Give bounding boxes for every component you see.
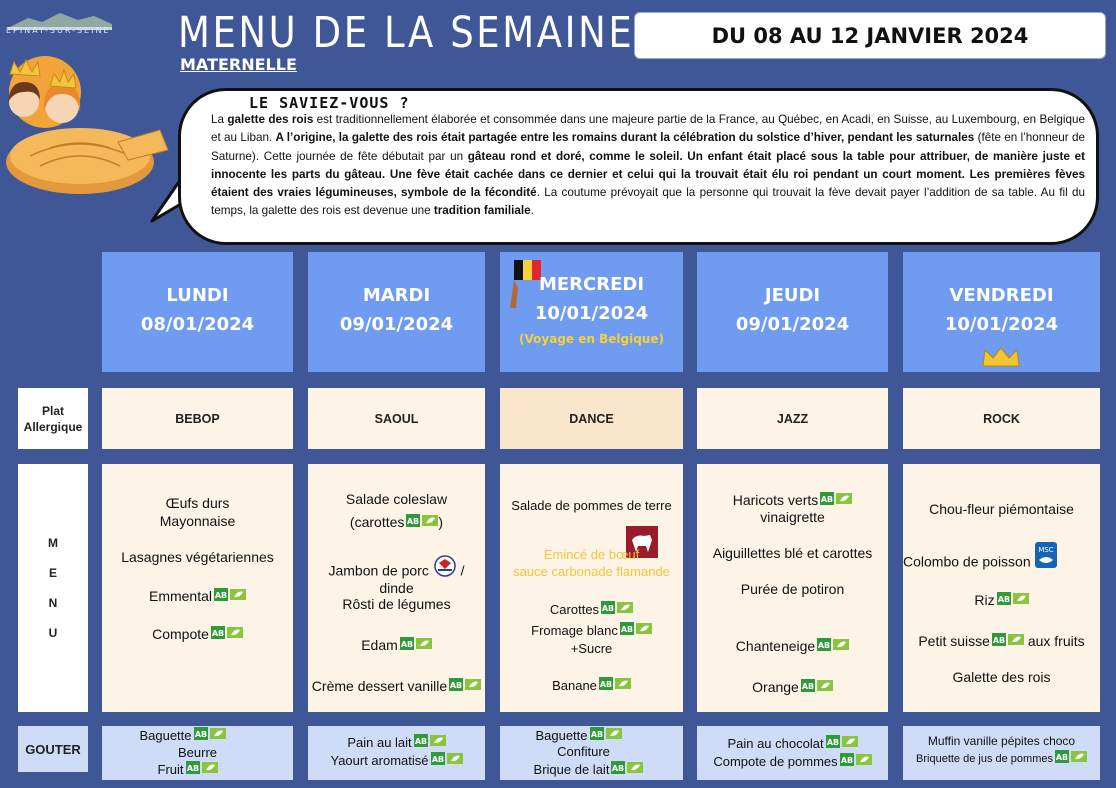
snack-item: Yaourt aromatisé AB	[308, 752, 485, 769]
menu-thursday	[697, 464, 888, 712]
snack-item: Briquette de jus de pommes AB	[903, 751, 1100, 768]
organic-label-icon	[1055, 750, 1087, 763]
menu-item: Salade coleslaw	[345, 491, 448, 507]
organic-label-icon	[599, 677, 631, 690]
menu-item: +Sucre	[570, 641, 613, 656]
menu-item: (carottes AB )	[349, 514, 444, 530]
kings-illustration	[0, 52, 175, 222]
plat-allergique-tuesday: SAOUL	[308, 388, 485, 449]
day-date: 08/01/2024	[140, 314, 255, 335]
menu-item: Œufs durs	[165, 495, 230, 511]
row-label-gouter: GOUTER	[18, 726, 88, 772]
menu-item: Fromage blanc AB	[500, 622, 683, 640]
organic-label-icon	[826, 735, 858, 748]
crown-icon	[981, 346, 1021, 368]
menu-wednesday	[500, 464, 683, 712]
info-bubble	[178, 88, 1099, 245]
logo-text: EPINAY-SUR-SEINE	[6, 26, 111, 35]
menu-monday	[102, 464, 293, 712]
menu-item: Rôsti de légumes	[342, 596, 451, 612]
day-name: LUNDI	[166, 285, 229, 306]
page-title: MENU DE LA SEMAINE	[178, 8, 635, 58]
svg-text:AB: AB	[821, 494, 834, 504]
menu-item: Lasagnes végétariennes	[121, 549, 274, 565]
svg-text:AB: AB	[1055, 752, 1069, 762]
menu-item: Chou-fleur piémontaise	[929, 501, 1074, 517]
organic-label-icon	[406, 514, 438, 527]
day-date: 09/01/2024	[339, 314, 454, 335]
svg-text:AB: AB	[992, 635, 1006, 645]
menu-letter: N	[48, 596, 58, 610]
snack-item: Beurre	[177, 745, 218, 760]
svg-text:AB: AB	[407, 516, 420, 526]
organic-label-icon	[620, 622, 652, 635]
organic-label-icon	[186, 761, 218, 774]
day-name: MARDI	[362, 285, 431, 306]
date-range: DU 08 AU 12 JANVIER 2024	[634, 12, 1106, 59]
organic-label-icon	[211, 626, 243, 639]
menu-item: Compote AB	[102, 625, 293, 643]
organic-label-icon	[590, 727, 622, 740]
snack-item: Pain au lait AB	[308, 734, 485, 751]
gouter-tuesday	[308, 726, 485, 780]
day-header-thursday	[697, 252, 888, 372]
day-date: 09/01/2024	[735, 314, 850, 335]
organic-label-icon	[194, 727, 226, 740]
snack-item: Brique de lait AB	[494, 761, 683, 778]
day-name: JEUDI	[764, 285, 821, 306]
menu-item: vinaigrette	[760, 509, 825, 525]
day-name: MERCREDI	[538, 274, 645, 295]
menu-letter: E	[48, 566, 57, 580]
msc-label-icon	[1035, 542, 1057, 568]
day-header-wednesday	[500, 252, 683, 372]
menu-item: Mayonnaise	[159, 513, 236, 529]
menu-letter: M	[48, 536, 58, 550]
page-subtitle: MATERNELLE	[180, 55, 297, 74]
plat-allergique-wednesday: DANCE	[500, 388, 683, 449]
organic-label-icon	[414, 734, 446, 747]
snack-item: Fruit AB	[82, 761, 293, 778]
svg-text:AB: AB	[801, 681, 814, 691]
organic-label-icon	[431, 752, 463, 765]
svg-text:AB: AB	[450, 680, 463, 690]
menu-item: Purée de potiron	[740, 581, 845, 597]
organic-label-icon	[840, 753, 872, 766]
svg-text:AB: AB	[431, 755, 444, 765]
svg-text:AB: AB	[194, 730, 207, 740]
svg-text:AB: AB	[818, 640, 831, 650]
day-note: (Voyage en Belgique)	[519, 332, 664, 346]
menu-item: Colombo de poisson MSC	[903, 550, 1100, 576]
plat-allergique-friday: ROCK	[903, 388, 1100, 449]
day-name: VENDREDI	[949, 285, 1054, 306]
gouter-friday	[903, 726, 1100, 780]
menu-item: Haricots verts AB	[697, 491, 888, 509]
menu-item: Aiguillettes blé et carottes	[712, 545, 873, 561]
menu-item: Galette des rois	[952, 669, 1051, 685]
menu-item: Banane AB	[500, 677, 683, 695]
snack-item: Pain au chocolat AB	[697, 735, 888, 752]
snack-item: Muffin vanille pépites choco	[927, 734, 1076, 748]
menu-item: Orange AB	[697, 678, 888, 696]
organic-label-icon	[214, 588, 246, 601]
organic-label-icon	[449, 678, 481, 691]
label-rouge-icon	[433, 555, 457, 577]
svg-text:AB: AB	[826, 738, 839, 748]
organic-label-icon	[801, 679, 833, 692]
svg-text:AB: AB	[590, 730, 603, 740]
organic-label-icon	[817, 638, 849, 651]
menu-letter: U	[48, 626, 58, 640]
svg-text:AB: AB	[211, 628, 225, 638]
menu-tuesday	[308, 464, 485, 712]
day-header-tuesday	[308, 252, 485, 372]
svg-text:AB: AB	[400, 639, 413, 649]
day-header-monday	[102, 252, 293, 372]
svg-text:AB: AB	[599, 680, 613, 690]
menu-friday	[903, 464, 1100, 712]
svg-text:AB: AB	[620, 625, 634, 635]
day-header-friday	[903, 252, 1100, 372]
menu-item: Salade de pommes de terre	[511, 498, 672, 513]
menu-item: Crème dessert vanille AB	[308, 677, 485, 695]
row-label-plat: Plat Allergique	[18, 388, 88, 449]
snack-item: Baguette AB	[72, 727, 293, 744]
menu-item: sauce carbonade flamande	[513, 564, 670, 579]
menu-item: Emmental AB	[102, 587, 293, 605]
menu-item: Jambon de porc /	[308, 561, 485, 583]
bubble-text: La galette des rois est traditionnellement élaborée et consommée dans une majeure partie de la France, au Québec, en Acadi, en Suisse, au Luxembourg, en Belgique et au Liban. A l’origine, la galette des rois était partagée entre les romains durant la célébration du solstice d’hiver, pendant les saturnales (fête en l’honneur de Saturne). Cette journée de fête débutait par un gâteau rond et doré, comme le soleil. Un enfant était placé sous la table pour attribuer, de manière juste et innocente les parts du gâteau. Une fève était cachée dans ce dernier et celui qui la trouvait était élu roi pendant un court moment. Les premières fèves étaient des vraies légumineuses, symbole de la fécondité. La coutume prévoyait que la personne qui trouvait la fève devait payer l’addition de sa table. Au fil du temps, la galette des rois est devenue une tradition familiale.	[211, 113, 1085, 218]
organic-label-icon	[400, 637, 432, 650]
svg-text:AB: AB	[997, 594, 1010, 604]
menu-item: Emincé de bœuf	[543, 547, 640, 562]
organic-label-icon	[601, 601, 633, 614]
menu-item: dinde	[379, 580, 414, 596]
plat-allergique-monday: BEBOP	[102, 388, 293, 449]
svg-text:AB: AB	[414, 737, 427, 747]
snack-item: Compote de pommes AB	[697, 753, 888, 770]
svg-text:AB: AB	[612, 764, 625, 774]
menu-item: Edam AB	[308, 636, 485, 654]
gouter-monday	[102, 726, 293, 780]
menu-item: Chanteneige AB	[697, 637, 888, 655]
day-date: 10/01/2024	[534, 303, 649, 324]
menu-item: Riz AB	[903, 591, 1100, 609]
svg-text:AB: AB	[214, 590, 228, 600]
row-label-menu	[18, 464, 88, 712]
gouter-wednesday	[500, 726, 683, 780]
svg-text:AB: AB	[601, 604, 615, 614]
plat-allergique-thursday: JAZZ	[697, 388, 888, 449]
gouter-thursday	[697, 726, 888, 780]
bubble-title: LE SAVIEZ-VOUS ?	[249, 94, 410, 112]
svg-text:AB: AB	[840, 756, 853, 766]
organic-label-icon	[820, 492, 852, 505]
snack-item: Baguette AB	[474, 727, 683, 744]
day-date: 10/01/2024	[944, 314, 1059, 335]
organic-label-icon	[611, 761, 643, 774]
menu-item: Petit suisse AB aux fruits	[918, 633, 1085, 649]
svg-text:MSC: MSC	[1037, 546, 1054, 554]
snack-item: Confiture	[557, 744, 610, 759]
organic-label-icon	[997, 592, 1029, 605]
organic-label-icon	[992, 633, 1024, 646]
menu-item: Carottes AB	[500, 601, 683, 619]
svg-text:AB: AB	[186, 764, 199, 774]
